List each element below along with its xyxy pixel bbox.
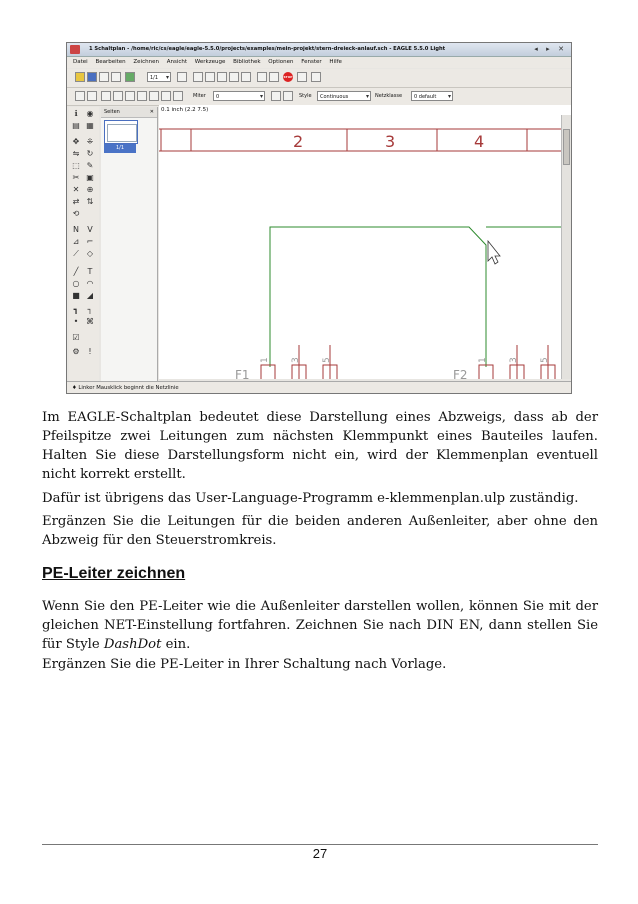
page-number: 27 xyxy=(312,846,328,861)
value-icon[interactable]: V xyxy=(87,225,93,234)
open-icon[interactable] xyxy=(75,72,85,82)
undo-icon[interactable] xyxy=(257,72,267,82)
grid-icon[interactable] xyxy=(75,91,85,101)
change-icon[interactable]: ✎ xyxy=(86,161,94,170)
netclass-select[interactable]: 0 default ▾ xyxy=(411,91,453,101)
zoom-fit-icon[interactable] xyxy=(193,72,203,82)
arc-icon[interactable]: ◠ xyxy=(86,279,94,288)
sheets-panel xyxy=(101,107,158,383)
menu-bearbeiten[interactable]: Bearbeiten xyxy=(95,59,126,65)
menu-datei[interactable]: Datei xyxy=(73,59,88,65)
part-f1-pin-5: 5 xyxy=(322,357,332,363)
invoke-icon[interactable]: ◇ xyxy=(86,249,94,258)
part-f1-fuse-1[interactable] xyxy=(261,365,275,379)
zoom-out-icon[interactable] xyxy=(217,72,227,82)
miter-label: Miter xyxy=(193,93,206,99)
schematic-drawing xyxy=(159,115,561,379)
sheet-label[interactable]: 1/1 xyxy=(104,144,136,153)
bend-1-icon[interactable] xyxy=(101,91,111,101)
erc-icon[interactable]: ☑ xyxy=(72,333,80,342)
sheet-select[interactable]: 1/1 ▾ xyxy=(147,72,171,82)
frame-column-3: 3 xyxy=(385,132,396,151)
menubar xyxy=(67,57,571,68)
pinswap-icon[interactable]: ⇄ xyxy=(72,197,80,206)
footer-rule xyxy=(42,844,598,845)
paste-icon[interactable]: ▣ xyxy=(86,173,94,182)
paragraph-4-text-a: Wenn Sie den PE-Leiter wie die Außenleiter darstellen wollen, können Sie mit der gleichen NET-Einstellung fortfahren. Zeichnen Sie nach DIN EN, dann stellen Sie für Style xyxy=(42,599,598,652)
sheet-thumbnail[interactable] xyxy=(104,120,138,144)
paragraph-4-text-b: ein. xyxy=(161,637,191,652)
window-title: 1 Schaltplan - /home/ric/cs/eagle/eagle-5.5.0/projects/examples/mein-projekt/stern-dreieck-anlauf.sch - EAGLE 5.5.0 Light xyxy=(89,46,446,52)
command-toolbar xyxy=(69,107,99,383)
net-line-l1[interactable] xyxy=(270,227,486,367)
bend-6-icon[interactable] xyxy=(161,91,171,101)
vertical-scrollbar[interactable] xyxy=(561,115,571,379)
schematic-canvas[interactable] xyxy=(159,115,561,379)
miter-icon[interactable]: ⌐ xyxy=(86,237,94,246)
wire-style-1-icon[interactable] xyxy=(271,91,281,101)
bend-4-icon[interactable] xyxy=(137,91,147,101)
delete-icon[interactable]: ✕ xyxy=(72,185,80,194)
sheets-panel-header xyxy=(101,107,157,118)
mouse-cursor-icon xyxy=(488,241,500,264)
bus-icon[interactable]: ┓ xyxy=(73,305,79,314)
add-icon[interactable]: ⊕ xyxy=(86,185,94,194)
mark-icon[interactable]: ▦ xyxy=(86,121,94,130)
help-icon[interactable] xyxy=(311,72,321,82)
part-f1-pin-3: 3 xyxy=(291,357,301,363)
part-f2-name: F2 xyxy=(453,368,468,379)
text-icon[interactable]: T xyxy=(87,267,93,276)
split-icon[interactable]: ⟋ xyxy=(73,249,79,258)
save-icon[interactable] xyxy=(87,72,97,82)
eagle-screenshot xyxy=(66,42,572,394)
cam-icon[interactable] xyxy=(111,72,121,82)
app-icon xyxy=(70,45,80,54)
bend-7-icon[interactable] xyxy=(173,91,183,101)
layer-icon[interactable] xyxy=(87,91,97,101)
section-heading: PE-Leiter zeichnen xyxy=(42,565,186,582)
copy-icon[interactable]: ⁜ xyxy=(86,137,94,146)
info-icon[interactable]: ℹ xyxy=(74,109,78,118)
rect-icon[interactable]: ■ xyxy=(72,291,80,300)
move-icon[interactable]: ✥ xyxy=(72,137,80,146)
cut-icon[interactable]: ✂ xyxy=(72,173,80,182)
part-f2-fuse-1[interactable] xyxy=(479,365,493,379)
net-icon[interactable]: ┐ xyxy=(87,305,93,314)
paragraph-4-style-name: DashDot xyxy=(103,637,162,652)
mirror-icon[interactable]: ⇋ xyxy=(72,149,80,158)
close-icon[interactable]: ✕ xyxy=(149,109,154,115)
redo-icon[interactable] xyxy=(269,72,279,82)
part-f2-pin-1: 1 xyxy=(478,357,488,363)
frame-column-4: 4 xyxy=(474,132,485,151)
stop-button[interactable]: STOP xyxy=(283,72,293,82)
bend-5-icon[interactable] xyxy=(149,91,159,101)
menu-zeichnen[interactable]: Zeichnen xyxy=(133,59,159,65)
window-controls[interactable]: ◂ ▸ ✕ xyxy=(534,45,567,53)
label-icon[interactable]: ⌘ xyxy=(86,317,94,326)
menu-optionen[interactable]: Optionen xyxy=(268,59,294,65)
menu-hilfe[interactable]: Hilfe xyxy=(329,59,342,65)
main-toolbar xyxy=(67,69,571,88)
scrollbar-thumb[interactable] xyxy=(563,129,570,165)
go-icon[interactable] xyxy=(297,72,307,82)
redraw-icon[interactable] xyxy=(229,72,239,82)
part-f1-name: F1 xyxy=(235,368,250,379)
warning-icon[interactable]: ! xyxy=(88,347,92,356)
print-icon[interactable] xyxy=(99,72,109,82)
window-titlebar xyxy=(67,43,571,57)
coordinate-display: 0.1 inch (2.2 7.5) xyxy=(159,105,571,116)
paragraph-1: Im EAGLE-Schaltplan bedeutet diese Darstellung eines Abzweigs, dass ab der Pfeilspitze zwei Leitungen zum nächsten Klemmpunkt eines Bauteiles laufen. Halten Sie diese Darstellungsform nicht ein, wird der Klemmenplan eventuell nicht korrekt erstellt. xyxy=(42,410,598,482)
part-f2-pin-3: 3 xyxy=(509,357,519,363)
zoom-in-icon[interactable] xyxy=(205,72,215,82)
frame-column-2: 2 xyxy=(293,132,304,151)
script-icon[interactable] xyxy=(177,72,187,82)
netclass-label: Netzklasse xyxy=(375,93,403,99)
circle-icon[interactable]: ○ xyxy=(72,279,80,288)
style-label: Style xyxy=(299,93,312,99)
paragraph-4 xyxy=(42,597,598,654)
junction-icon[interactable]: • xyxy=(73,317,79,326)
zoom-select-icon[interactable] xyxy=(241,72,251,82)
wire-icon[interactable]: ╱ xyxy=(73,267,79,276)
bend-2-icon[interactable] xyxy=(113,91,123,101)
menu-bibliothek[interactable]: Bibliothek xyxy=(233,59,261,65)
errors-icon[interactable]: ⚙ xyxy=(72,347,80,356)
part-f1-pin-1: 1 xyxy=(260,357,270,363)
menu-werkzeuge[interactable]: Werkzeuge xyxy=(194,59,226,65)
name-icon[interactable]: N xyxy=(73,225,79,234)
replace-icon[interactable]: ⟲ xyxy=(72,209,80,218)
polygon-icon[interactable]: ◢ xyxy=(86,291,94,300)
part-f2-pin-5: 5 xyxy=(540,357,550,363)
smash-icon[interactable]: ⊿ xyxy=(72,237,80,246)
wire-style-2-icon[interactable] xyxy=(283,91,293,101)
board-icon[interactable] xyxy=(125,72,135,82)
menu-fenster[interactable]: Fenster xyxy=(301,59,322,65)
style-select[interactable]: Continuous ▾ xyxy=(317,91,371,101)
paragraph-3: Ergänzen Sie die Leitungen für die beiden anderen Außenleiter, aber ohne den Abzweig für den Steuerstromkreis. xyxy=(42,514,598,548)
parameter-toolbar xyxy=(67,88,571,106)
group-icon[interactable]: ⬚ xyxy=(72,161,80,170)
paragraph-2: Dafür ist übrigens das User-Language-Programm e-klemmenplan.ulp zuständig. xyxy=(42,491,579,506)
paragraph-5: Ergänzen Sie die PE-Leiter in Ihrer Schaltung nach Vorlage. xyxy=(42,657,447,672)
sheets-panel-title: Seiten xyxy=(104,109,120,115)
menu-ansicht[interactable]: Ansicht xyxy=(166,59,188,65)
show-icon[interactable]: ◉ xyxy=(86,109,94,118)
status-bar: ♦ Linker Mausklick beginnt die Netzlinie xyxy=(67,381,572,394)
miter-select[interactable]: 0 ▾ xyxy=(213,91,265,101)
bend-3-icon[interactable] xyxy=(125,91,135,101)
display-icon[interactable]: ▤ xyxy=(72,121,80,130)
gateswap-icon[interactable]: ⇅ xyxy=(86,197,94,206)
rotate-icon[interactable]: ↻ xyxy=(86,149,94,158)
